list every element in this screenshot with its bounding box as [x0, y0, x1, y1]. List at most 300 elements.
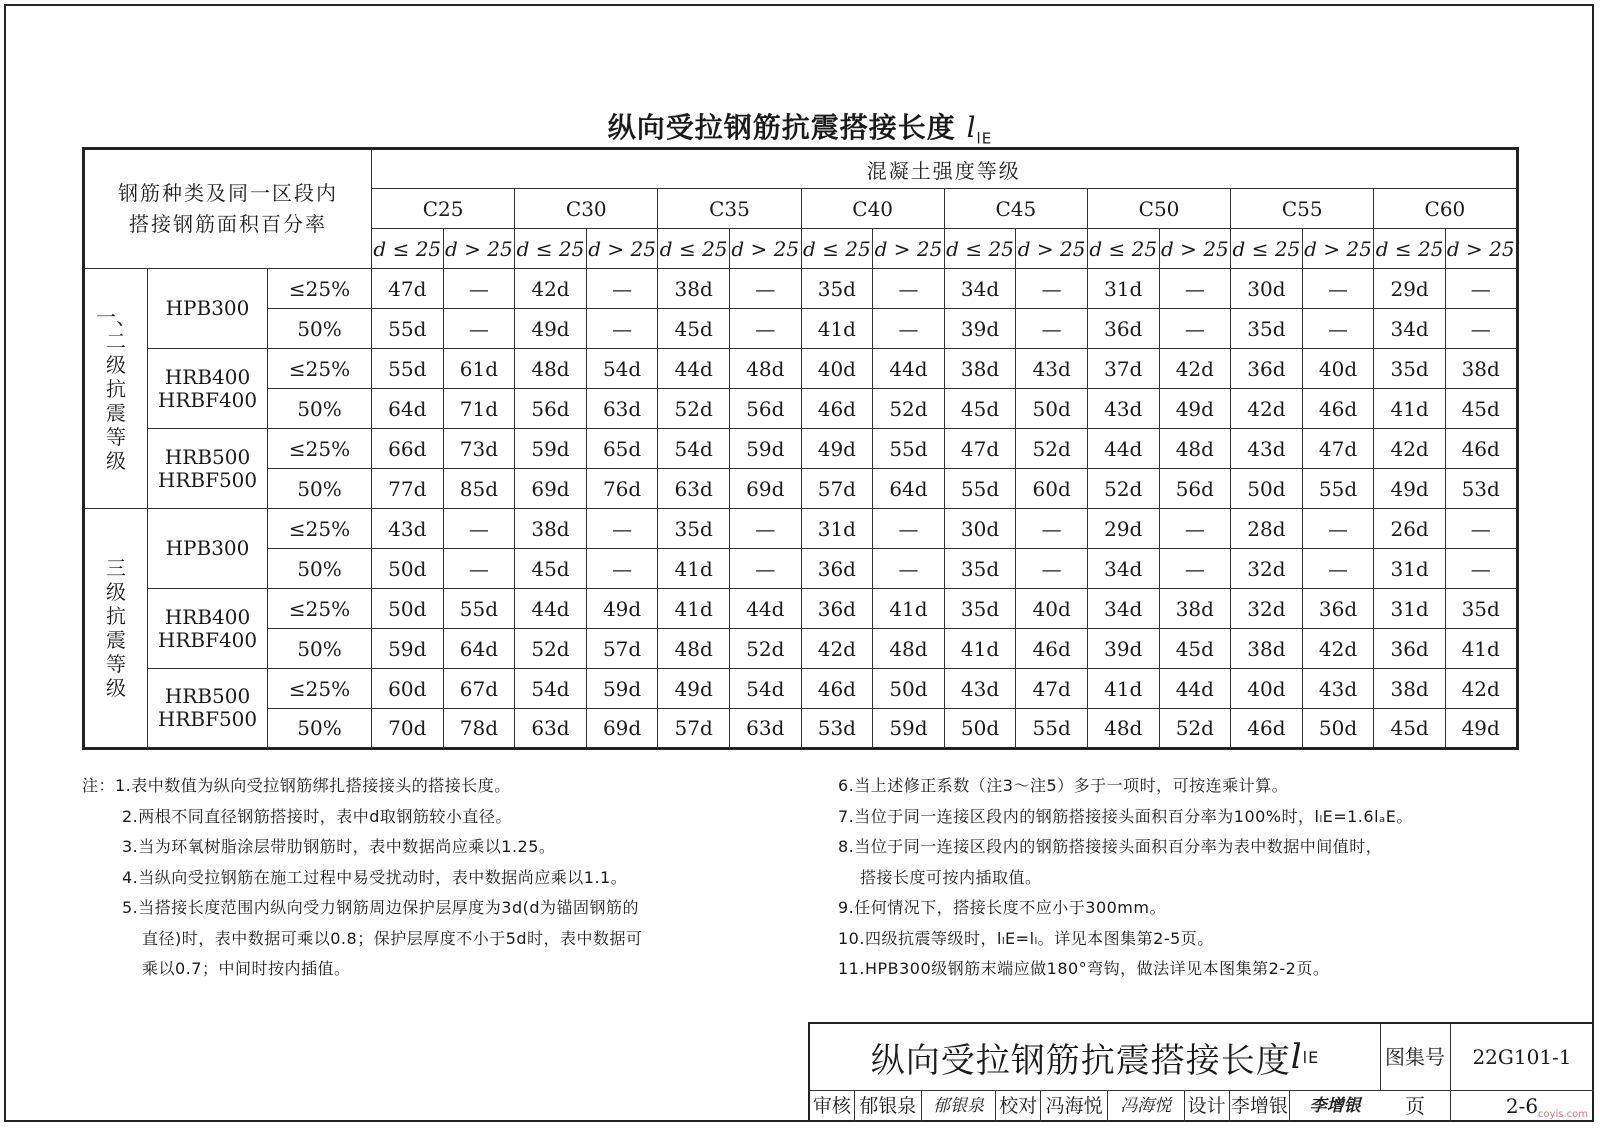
lap-length-cell: 63d: [515, 709, 587, 749]
lap-length-cell: 45d: [1159, 629, 1231, 669]
lap-length-cell: 38d: [944, 349, 1016, 389]
rebar-type-line: HRB500: [164, 444, 251, 469]
lap-length-cell: 50d: [372, 589, 444, 629]
not-applicable-cell: —: [586, 269, 658, 309]
not-applicable-cell: —: [443, 549, 515, 589]
lap-percentage-label: ≤25%: [268, 669, 372, 709]
lap-length-cell: 36d: [1374, 629, 1446, 669]
grade-header-cell: C45: [944, 189, 1087, 229]
diameter-le-25-header: d ≤ 25: [1374, 229, 1446, 269]
lap-length-cell: 64d: [873, 469, 945, 509]
lap-length-cell: 63d: [729, 709, 801, 749]
diameter-gt-25-header: d > 25: [873, 229, 945, 269]
lap-length-cell: 69d: [586, 709, 658, 749]
lap-length-cell: 50d: [944, 709, 1016, 749]
not-applicable-cell: —: [443, 269, 515, 309]
lap-percentage-label: 50%: [268, 389, 372, 429]
table-row: [84, 469, 1518, 509]
lap-length-cell: 54d: [515, 669, 587, 709]
concrete-grade-header: 混凝土强度等级: [372, 149, 1518, 189]
note-item: 直径)时，表中数据可乘以0.8；保护层厚度不小于5d时，表中数据可: [142, 928, 643, 948]
table-row: [84, 709, 1518, 749]
not-applicable-cell: —: [873, 549, 945, 589]
lap-length-cell: 49d: [1445, 709, 1517, 749]
note-item: 6.当上述修正系数（注3～注5）多于一项时，可按连乘计算。: [838, 776, 1289, 795]
lap-length-cell: 49d: [515, 309, 587, 349]
not-applicable-cell: —: [1159, 309, 1231, 349]
table-row: [84, 429, 1518, 469]
not-applicable-cell: —: [1016, 309, 1088, 349]
rebar-type-label: [148, 669, 268, 749]
rebar-type-line: HPB300: [165, 536, 250, 560]
title-block-main-title: 纵向受拉钢筋抗震搭接长度 l lE: [810, 1024, 1381, 1091]
lap-length-cell: 49d: [1159, 389, 1231, 429]
lap-length-cell: 54d: [658, 429, 730, 469]
note-item: 9.任何情况下，搭接长度不应小于300mm。: [838, 898, 1166, 917]
lap-length-cell: 38d: [1231, 629, 1303, 669]
lap-length-cell: 36d: [1302, 589, 1374, 629]
lap-length-cell: 38d: [1445, 349, 1517, 389]
atlas-number-value: 22G101-1: [1450, 1024, 1594, 1091]
lap-length-cell: 31d: [1374, 589, 1446, 629]
lap-length-cell: 54d: [586, 349, 658, 389]
lap-length-cell: 44d: [1087, 429, 1159, 469]
review-name: 郁银泉: [855, 1090, 922, 1122]
lap-length-cell: 49d: [801, 429, 873, 469]
lap-length-cell: 50d: [1016, 389, 1088, 429]
lap-length-cell: 54d: [729, 669, 801, 709]
not-applicable-cell: —: [729, 549, 801, 589]
lap-percentage-label: 50%: [268, 629, 372, 669]
lap-length-cell: 61d: [443, 349, 515, 389]
lap-length-cell: 43d: [1087, 389, 1159, 429]
table-row: [84, 509, 1518, 549]
lap-length-cell: 43d: [1302, 669, 1374, 709]
note-item: 注：1.表中数值为纵向受拉钢筋绑扎搭接接头的搭接长度。: [82, 776, 511, 795]
lap-length-cell: 37d: [1087, 349, 1159, 389]
not-applicable-cell: —: [1302, 549, 1374, 589]
lap-length-cell: 71d: [443, 389, 515, 429]
not-applicable-cell: —: [873, 269, 945, 309]
rebar-type-label: [148, 349, 268, 429]
rebar-type-line: HRBF400: [157, 387, 258, 412]
lap-length-cell: 45d: [1374, 709, 1446, 749]
lap-length-cell: 45d: [515, 549, 587, 589]
lap-length-cell: 52d: [658, 389, 730, 429]
lap-length-cell: 40d: [1302, 349, 1374, 389]
seismic-grade-char: 震: [106, 400, 126, 425]
note-item: 8.当位于同一连接区段内的钢筋搭接接头面积百分率为表中数据中间值时，: [838, 837, 1383, 856]
lap-length-cell: 38d: [515, 509, 587, 549]
diameter-gt-25-header: d > 25: [1016, 229, 1088, 269]
lap-length-cell: 77d: [372, 469, 444, 509]
diameter-gt-25-header: d > 25: [1302, 229, 1374, 269]
lap-length-cell: 52d: [1159, 709, 1231, 749]
lap-length-cell: 52d: [873, 389, 945, 429]
watermark: coyis.com: [1537, 1109, 1588, 1120]
seismic-grade-char: 抗: [106, 376, 126, 401]
page-number-value: 2-6: [1505, 1094, 1539, 1118]
lap-length-cell: 38d: [1374, 669, 1446, 709]
lap-length-cell: 45d: [944, 389, 1016, 429]
lap-length-cell: 28d: [1231, 509, 1303, 549]
lap-length-cell: 59d: [873, 709, 945, 749]
lap-length-cell: 55d: [1302, 469, 1374, 509]
diameter-gt-25-header: d > 25: [586, 229, 658, 269]
grade-header-cell: C55: [1231, 189, 1374, 229]
note-item: 10.四级抗震等级时，lₗE=lₗ。详见本图集第2-5页。: [838, 928, 1214, 948]
lap-length-cell: 55d: [1016, 709, 1088, 749]
seismic-grade-char: 震: [106, 628, 126, 652]
lap-length-cell: 59d: [515, 429, 587, 469]
lap-length-cell: 35d: [1445, 589, 1517, 629]
lap-length-cell: 57d: [801, 469, 873, 509]
not-applicable-cell: —: [1302, 269, 1374, 309]
lap-length-cell: 34d: [1087, 589, 1159, 629]
lap-length-cell: 56d: [1159, 469, 1231, 509]
lap-length-cell: 49d: [658, 669, 730, 709]
not-applicable-cell: —: [586, 309, 658, 349]
lap-length-cell: 59d: [729, 429, 801, 469]
note-item: 3.当为环氧树脂涂层带肋钢筋时，表中数据尚应乘以1.25。: [122, 837, 556, 856]
lap-length-cell: 38d: [1159, 589, 1231, 629]
table-row: [84, 349, 1518, 389]
seismic-grade-char: 级: [106, 676, 126, 700]
lap-length-cell: 44d: [658, 349, 730, 389]
lap-percentage-label: 50%: [268, 469, 372, 509]
notes-left: [82, 771, 812, 985]
not-applicable-cell: —: [1445, 269, 1517, 309]
lap-length-cell: 55d: [443, 589, 515, 629]
title-block-signature-row: [810, 1090, 1380, 1122]
rebar-type-label: [148, 589, 268, 669]
lap-length-cell: 50d: [1231, 469, 1303, 509]
lap-percentage-label: 50%: [268, 709, 372, 749]
lap-length-cell: 48d: [515, 349, 587, 389]
table-row: [84, 549, 1518, 589]
lap-length-cell: 69d: [729, 469, 801, 509]
lap-length-cell: 47d: [372, 269, 444, 309]
rebar-type-line: HPB300: [165, 296, 250, 320]
title-block: [808, 1022, 1594, 1122]
seismic-grade-char: 等: [106, 424, 126, 449]
lap-length-cell: 57d: [658, 709, 730, 749]
lap-length-cell: 43d: [1231, 429, 1303, 469]
not-applicable-cell: —: [1445, 509, 1517, 549]
lap-length-cell: 52d: [515, 629, 587, 669]
lap-percentage-label: ≤25%: [268, 589, 372, 629]
table-row: [84, 669, 1518, 709]
seismic-grade-char: 抗: [106, 604, 126, 628]
lap-length-cell: 41d: [1445, 629, 1517, 669]
not-applicable-cell: —: [729, 269, 801, 309]
note-item: 5.当搭接长度范围内纵向受力钢筋周边保护层厚度为3d(d为锚固钢筋的: [122, 898, 640, 917]
diameter-le-25-header: d ≤ 25: [372, 229, 444, 269]
lap-length-cell: 64d: [372, 389, 444, 429]
lap-length-cell: 63d: [658, 469, 730, 509]
lap-length-cell: 36d: [1087, 309, 1159, 349]
table-row: [84, 589, 1518, 629]
lap-length-cell: 59d: [586, 669, 658, 709]
lap-length-cell: 42d: [1159, 349, 1231, 389]
lap-length-cell: 45d: [658, 309, 730, 349]
lap-length-cell: 44d: [729, 589, 801, 629]
lap-length-cell: 39d: [944, 309, 1016, 349]
lap-length-cell: 41d: [944, 629, 1016, 669]
design-signature: 李增银: [1309, 1096, 1361, 1116]
not-applicable-cell: —: [1159, 269, 1231, 309]
table-row: [84, 309, 1518, 349]
diameter-le-25-header: d ≤ 25: [1087, 229, 1159, 269]
lap-length-cell: 36d: [1231, 349, 1303, 389]
lap-length-cell: 49d: [586, 589, 658, 629]
lap-length-cell: 46d: [1302, 389, 1374, 429]
rebar-type-label: [148, 429, 268, 509]
lap-length-cell: 39d: [1087, 629, 1159, 669]
lap-length-cell: 40d: [1016, 589, 1088, 629]
note-item: 2.两根不同直径钢筋搭接时，表中d取钢筋较小直径。: [122, 806, 512, 826]
lap-length-cell: 31d: [801, 509, 873, 549]
corner-header: 钢筋种类及同一区段内 搭接钢筋面积百分率: [84, 149, 372, 269]
lap-length-cell: 41d: [1374, 389, 1446, 429]
lap-length-cell: 48d: [729, 349, 801, 389]
not-applicable-cell: —: [1016, 269, 1088, 309]
not-applicable-cell: —: [586, 509, 658, 549]
lap-length-cell: 56d: [515, 389, 587, 429]
lap-length-cell: 46d: [801, 669, 873, 709]
rebar-type-label: [148, 269, 268, 349]
rebar-type-label: [148, 509, 268, 589]
note-item: 11.HPB300级钢筋末端应做180°弯钩，做法详见本图集第2-2页。: [838, 959, 1330, 978]
diameter-gt-25-header: d > 25: [1159, 229, 1231, 269]
lap-length-cell: 52d: [729, 629, 801, 669]
lap-length-cell: 57d: [586, 629, 658, 669]
seismic-grade-char: 三: [106, 556, 126, 580]
lap-length-cell: 70d: [372, 709, 444, 749]
seismic-grade-char: 级: [106, 580, 126, 604]
not-applicable-cell: —: [873, 509, 945, 549]
lap-length-cell: 55d: [372, 349, 444, 389]
note-item: 搭接长度可按内插取值。: [860, 867, 1042, 887]
lap-length-cell: 32d: [1231, 589, 1303, 629]
not-applicable-cell: —: [873, 309, 945, 349]
lap-percentage-label: ≤25%: [268, 269, 372, 309]
not-applicable-cell: —: [1302, 309, 1374, 349]
note-item: 乘以0.7；中间时按内插值。: [142, 959, 351, 978]
lap-percentage-label: ≤25%: [268, 429, 372, 469]
seismic-grade-char: 一、: [96, 304, 136, 329]
seismic-grade-char: 级: [106, 448, 126, 473]
lap-length-cell: 41d: [1087, 669, 1159, 709]
grade-header-cell: C35: [658, 189, 801, 229]
diameter-le-25-header: d ≤ 25: [658, 229, 730, 269]
lap-length-cell: 36d: [801, 549, 873, 589]
check-label: 校对: [996, 1090, 1041, 1122]
not-applicable-cell: —: [1016, 549, 1088, 589]
lap-length-cell: 42d: [515, 269, 587, 309]
atlas-number-label: 图集号: [1380, 1024, 1451, 1091]
lap-length-cell: 29d: [1374, 269, 1446, 309]
not-applicable-cell: —: [729, 509, 801, 549]
not-applicable-cell: —: [1159, 549, 1231, 589]
not-applicable-cell: —: [443, 509, 515, 549]
lap-length-cell: 44d: [515, 589, 587, 629]
lap-length-cell: 42d: [1374, 429, 1446, 469]
lap-length-cell: 34d: [944, 269, 1016, 309]
lap-length-cell: 53d: [801, 709, 873, 749]
table-row: [84, 629, 1518, 669]
lap-length-table: [82, 147, 1519, 750]
lap-length-cell: 50d: [1302, 709, 1374, 749]
lap-length-cell: 35d: [1231, 309, 1303, 349]
table-row: [84, 389, 1518, 429]
rebar-type-line: HRB400: [164, 364, 251, 389]
lap-length-cell: 40d: [1231, 669, 1303, 709]
lap-length-cell: 76d: [586, 469, 658, 509]
lap-length-cell: 60d: [1016, 469, 1088, 509]
lap-length-cell: 41d: [801, 309, 873, 349]
diameter-le-25-header: d ≤ 25: [944, 229, 1016, 269]
lap-length-cell: 31d: [1087, 269, 1159, 309]
diameter-gt-25-header: d > 25: [729, 229, 801, 269]
lap-length-cell: 42d: [1445, 669, 1517, 709]
lap-length-cell: 46d: [1445, 429, 1517, 469]
not-applicable-cell: —: [1445, 309, 1517, 349]
lap-length-cell: 44d: [873, 349, 945, 389]
lap-percentage-label: 50%: [268, 309, 372, 349]
check-signature: 冯海悦: [1108, 1090, 1185, 1122]
table-row: [84, 269, 1518, 309]
lap-length-cell: 63d: [586, 389, 658, 429]
lap-length-cell: 31d: [1374, 549, 1446, 589]
lap-length-cell: 34d: [1374, 309, 1446, 349]
lap-length-cell: 43d: [372, 509, 444, 549]
lap-length-cell: 48d: [873, 629, 945, 669]
lap-length-cell: 64d: [443, 629, 515, 669]
design-label: 设计: [1185, 1090, 1230, 1122]
lap-length-cell: 45d: [1445, 389, 1517, 429]
not-applicable-cell: —: [443, 309, 515, 349]
note-item: 7.当位于同一连接区段内的钢筋搭接接头面积百分率为100%时，lₗE=1.6lₐE。: [838, 806, 1413, 826]
lap-length-cell: 41d: [658, 589, 730, 629]
lap-length-cell: 78d: [443, 709, 515, 749]
lap-length-cell: 49d: [1374, 469, 1446, 509]
lap-length-cell: 66d: [372, 429, 444, 469]
grade-header-cell: C60: [1374, 189, 1517, 229]
lap-length-cell: 55d: [372, 309, 444, 349]
lap-length-cell: 52d: [1087, 469, 1159, 509]
seismic-grade-char: 等: [106, 652, 126, 676]
lap-length-cell: 48d: [1087, 709, 1159, 749]
lap-length-cell: 42d: [1302, 629, 1374, 669]
not-applicable-cell: —: [1016, 509, 1088, 549]
lap-length-cell: 53d: [1445, 469, 1517, 509]
seismic-grade-char: 级: [106, 352, 126, 377]
lap-length-cell: 46d: [1016, 629, 1088, 669]
grade-header-cell: C50: [1087, 189, 1230, 229]
seismic-grade-label: [84, 269, 148, 509]
not-applicable-cell: —: [1302, 509, 1374, 549]
seismic-grade-label: [84, 509, 148, 749]
lap-length-cell: 60d: [372, 669, 444, 709]
notes-right: [838, 771, 1558, 985]
lap-length-cell: 30d: [1231, 269, 1303, 309]
lap-length-cell: 41d: [873, 589, 945, 629]
not-applicable-cell: —: [1159, 509, 1231, 549]
lap-length-cell: 42d: [801, 629, 873, 669]
lap-length-cell: 55d: [873, 429, 945, 469]
lap-length-cell: 40d: [801, 349, 873, 389]
lap-length-cell: 35d: [944, 549, 1016, 589]
diameter-le-25-header: d ≤ 25: [515, 229, 587, 269]
lap-length-cell: 29d: [1087, 509, 1159, 549]
lap-length-cell: 35d: [944, 589, 1016, 629]
lap-length-cell: 44d: [1159, 669, 1231, 709]
rebar-type-line: HRB500: [164, 684, 251, 708]
lap-length-cell: 65d: [586, 429, 658, 469]
lap-length-cell: 46d: [801, 389, 873, 429]
diameter-le-25-header: d ≤ 25: [1231, 229, 1303, 269]
not-applicable-cell: —: [1445, 549, 1517, 589]
lap-length-cell: 48d: [1159, 429, 1231, 469]
lap-length-cell: 30d: [944, 509, 1016, 549]
page-title: 纵向受拉钢筋抗震搭接长度 $l_{lE}$: [607, 111, 993, 148]
lap-length-cell: 41d: [658, 549, 730, 589]
lap-length-cell: 32d: [1231, 549, 1303, 589]
seismic-grade-char: 二: [106, 328, 126, 353]
lap-length-cell: 43d: [1016, 349, 1088, 389]
lap-length-cell: 34d: [1087, 549, 1159, 589]
diameter-le-25-header: d ≤ 25: [801, 229, 873, 269]
note-item: 4.当纵向受拉钢筋在施工过程中易受扰动时，表中数据尚应乘以1.1。: [122, 867, 628, 887]
lap-length-cell: 69d: [515, 469, 587, 509]
lap-percentage-label: ≤25%: [268, 349, 372, 389]
lap-length-cell: 46d: [1231, 709, 1303, 749]
grade-header-cell: C25: [372, 189, 515, 229]
not-applicable-cell: —: [586, 549, 658, 589]
lap-percentage-label: ≤25%: [268, 509, 372, 549]
lap-length-cell: 35d: [658, 509, 730, 549]
lap-percentage-label: 50%: [268, 549, 372, 589]
design-name: 李增银: [1230, 1090, 1291, 1122]
lap-length-cell: 35d: [801, 269, 873, 309]
lap-length-cell: 42d: [1231, 389, 1303, 429]
lap-length-cell: 48d: [658, 629, 730, 669]
rebar-type-line: HRBF400: [157, 627, 258, 652]
lap-length-cell: 47d: [944, 429, 1016, 469]
lap-length-cell: 43d: [944, 669, 1016, 709]
review-signature: 郁银泉: [922, 1090, 997, 1122]
lap-length-cell: 47d: [1302, 429, 1374, 469]
rebar-type-line: HRB400: [164, 604, 251, 629]
lap-length-cell: 35d: [1374, 349, 1446, 389]
lap-length-cell: 73d: [443, 429, 515, 469]
lap-length-cell: 55d: [944, 469, 1016, 509]
lap-length-cell: 26d: [1374, 509, 1446, 549]
lap-length-cell: 50d: [372, 549, 444, 589]
lap-length-cell: 38d: [658, 269, 730, 309]
lap-length-cell: 52d: [1016, 429, 1088, 469]
rebar-type-line: HRBF500: [157, 467, 258, 492]
lap-length-cell: 85d: [443, 469, 515, 509]
lap-length-cell: 50d: [873, 669, 945, 709]
lap-length-cell: 47d: [1016, 669, 1088, 709]
grade-header-cell: C40: [801, 189, 944, 229]
check-name: 冯海悦: [1041, 1090, 1108, 1122]
diameter-gt-25-header: d > 25: [1445, 229, 1517, 269]
lap-length-cell: 59d: [372, 629, 444, 669]
grade-header-cell: C30: [515, 189, 658, 229]
